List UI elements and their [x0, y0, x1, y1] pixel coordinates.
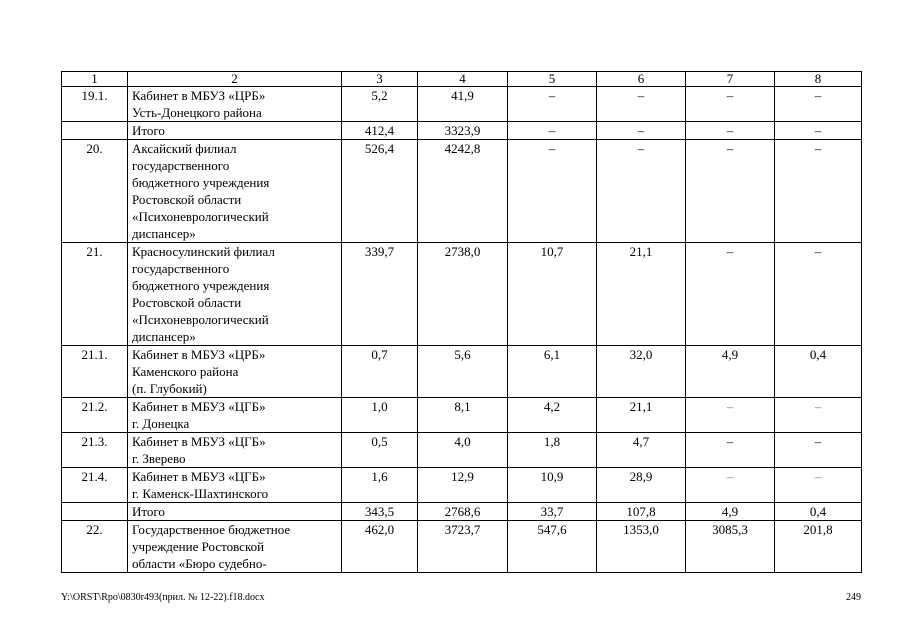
row-number-cell: 22. [62, 521, 128, 573]
institution-name-cell [128, 468, 342, 503]
value-cell-col6: – [597, 87, 686, 122]
value-cell-col3: 1,6 [342, 468, 418, 503]
value-cell-col4: 12,9 [418, 468, 508, 503]
institution-name-cell [128, 521, 342, 573]
value-cell-col8: – [775, 122, 862, 140]
name-line: г. Зверево [132, 451, 186, 466]
institution-name-cell [128, 122, 342, 140]
name-line: бюджетного учреждения [132, 278, 270, 293]
name-line: Государственное бюджетное [132, 522, 291, 537]
table-row [62, 468, 862, 503]
table-row [62, 521, 862, 573]
name-line: Красносулинский филиал [132, 244, 275, 259]
value-cell-col8: 0,4 [775, 346, 862, 398]
value-cell-col7: – [686, 468, 775, 503]
table-row [62, 243, 862, 346]
institution-name-cell [128, 140, 342, 243]
table-row [62, 87, 862, 122]
column-header: 4 [418, 72, 508, 87]
name-line: Каменского района [132, 364, 239, 379]
column-header: 8 [775, 72, 862, 87]
value-cell-col6: 28,9 [597, 468, 686, 503]
value-cell-col7: – [686, 398, 775, 433]
value-cell-col8: – [775, 468, 862, 503]
value-cell-col4: 3723,7 [418, 521, 508, 573]
value-cell-col3: 462,0 [342, 521, 418, 573]
institution-name-cell [128, 346, 342, 398]
table-row [62, 503, 862, 521]
institution-name-cell [128, 433, 342, 468]
name-line: «Психоневрологический [132, 312, 269, 327]
file-path: Y:\ORST\Rpo\0830r493(прил. № 12-22).f18.docx [61, 592, 265, 603]
row-number-cell: 21.3. [62, 433, 128, 468]
name-line: области «Бюро судебно- [132, 556, 267, 571]
table-row [62, 398, 862, 433]
value-cell-col7: – [686, 122, 775, 140]
name-line: (п. Глубокий) [132, 381, 207, 396]
name-line: бюджетного учреждения [132, 175, 270, 190]
value-cell-col8: 201,8 [775, 521, 862, 573]
row-number-cell: 21.4. [62, 468, 128, 503]
header-row [62, 72, 862, 87]
name-line: Усть-Донецкого района [132, 105, 262, 120]
row-number-cell: 21.2. [62, 398, 128, 433]
institution-name-cell [128, 243, 342, 346]
name-line: государственного [132, 261, 230, 276]
table-row [62, 140, 862, 243]
row-number-cell: 21. [62, 243, 128, 346]
table-row [62, 346, 862, 398]
value-cell-col4: 2768,6 [418, 503, 508, 521]
institution-name-cell [128, 398, 342, 433]
value-cell-col8: – [775, 243, 862, 346]
value-cell-col6: 107,8 [597, 503, 686, 521]
value-cell-col8: – [775, 87, 862, 122]
column-header: 5 [508, 72, 597, 87]
value-cell-col5: 547,6 [508, 521, 597, 573]
value-cell-col6: – [597, 140, 686, 243]
name-line: Кабинет в МБУЗ «ЦГБ» [132, 469, 266, 484]
value-cell-col6: 21,1 [597, 398, 686, 433]
value-cell-col6: 32,0 [597, 346, 686, 398]
value-cell-col5: – [508, 122, 597, 140]
value-cell-col6: – [597, 122, 686, 140]
institution-name-cell [128, 87, 342, 122]
row-number-cell: 20. [62, 140, 128, 243]
value-cell-col5: 4,2 [508, 398, 597, 433]
value-cell-col5: 10,7 [508, 243, 597, 346]
value-cell-col7: 4,9 [686, 503, 775, 521]
value-cell-col4: 4242,8 [418, 140, 508, 243]
row-number-cell [62, 503, 128, 521]
row-number-cell: 21.1. [62, 346, 128, 398]
value-cell-col5: 10,9 [508, 468, 597, 503]
value-cell-col3: 5,2 [342, 87, 418, 122]
row-number-cell [62, 122, 128, 140]
value-cell-col7: – [686, 140, 775, 243]
name-line: Кабинет в МБУЗ «ЦГБ» [132, 399, 266, 414]
value-cell-col8: – [775, 433, 862, 468]
value-cell-col3: 0,5 [342, 433, 418, 468]
value-cell-col8: – [775, 398, 862, 433]
name-line: учреждение Ростовской [132, 539, 265, 554]
value-cell-col4: 3323,9 [418, 122, 508, 140]
value-cell-col6: 21,1 [597, 243, 686, 346]
value-cell-col7: 4,9 [686, 346, 775, 398]
data-table [61, 71, 862, 573]
name-line: Итого [132, 123, 165, 138]
value-cell-col3: 0,7 [342, 346, 418, 398]
column-header: 3 [342, 72, 418, 87]
name-line: г. Каменск-Шахтинского [132, 486, 269, 501]
value-cell-col5: – [508, 140, 597, 243]
name-line: г. Донецка [132, 416, 190, 431]
value-cell-col4: 5,6 [418, 346, 508, 398]
name-line: Кабинет в МБУЗ «ЦРБ» [132, 88, 266, 103]
value-cell-col5: – [508, 87, 597, 122]
name-line: Кабинет в МБУЗ «ЦГБ» [132, 434, 266, 449]
value-cell-col7: – [686, 433, 775, 468]
table-body [62, 72, 862, 573]
value-cell-col3: 412,4 [342, 122, 418, 140]
column-header: 1 [62, 72, 128, 87]
value-cell-col3: 339,7 [342, 243, 418, 346]
value-cell-col8: 0,4 [775, 503, 862, 521]
value-cell-col5: 6,1 [508, 346, 597, 398]
value-cell-col5: 1,8 [508, 433, 597, 468]
institution-name-cell [128, 503, 342, 521]
table-row [62, 433, 862, 468]
value-cell-col7: 3085,3 [686, 521, 775, 573]
value-cell-col8: – [775, 140, 862, 243]
name-line: государственного [132, 158, 230, 173]
value-cell-col7: – [686, 243, 775, 346]
name-line: Ростовской области [132, 192, 242, 207]
value-cell-col4: 41,9 [418, 87, 508, 122]
column-header: 6 [597, 72, 686, 87]
value-cell-col5: 33,7 [508, 503, 597, 521]
column-header: 7 [686, 72, 775, 87]
name-line: Кабинет в МБУЗ «ЦРБ» [132, 347, 266, 362]
row-number-cell: 19.1. [62, 87, 128, 122]
value-cell-col7: – [686, 87, 775, 122]
value-cell-col6: 1353,0 [597, 521, 686, 573]
name-line: диспансер» [132, 226, 196, 241]
value-cell-col3: 1,0 [342, 398, 418, 433]
value-cell-col6: 4,7 [597, 433, 686, 468]
value-cell-col4: 8,1 [418, 398, 508, 433]
value-cell-col4: 2738,0 [418, 243, 508, 346]
page-number: 249 [846, 592, 861, 603]
name-line: «Психоневрологический [132, 209, 269, 224]
name-line: диспансер» [132, 329, 196, 344]
table-row [62, 122, 862, 140]
name-line: Аксайский филиал [132, 141, 237, 156]
value-cell-col3: 343,5 [342, 503, 418, 521]
column-header: 2 [128, 72, 342, 87]
value-cell-col3: 526,4 [342, 140, 418, 243]
value-cell-col4: 4,0 [418, 433, 508, 468]
name-line: Ростовской области [132, 295, 242, 310]
name-line: Итого [132, 504, 165, 519]
